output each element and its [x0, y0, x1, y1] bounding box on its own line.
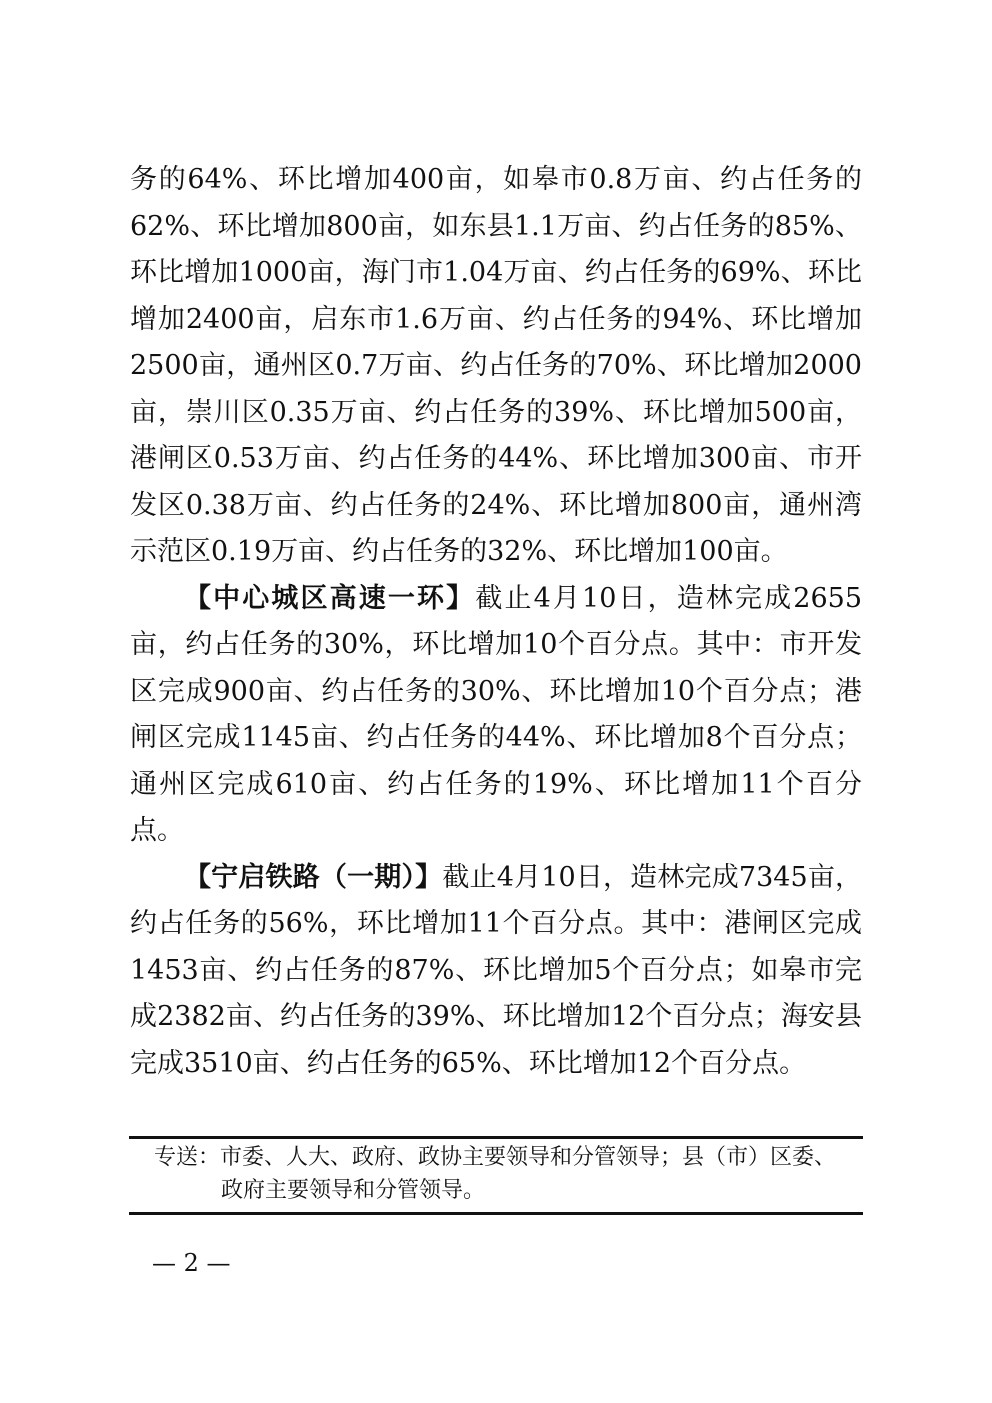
paragraph-text: 务的64%、环比增加400亩，如皋市0.8万亩、约占任务的62%、环比增加800亩，如东县1.1万亩、约占任务的85%、环比增加1000亩，海门市1.04万亩、约占任务的69%、环比增加2400亩，启东市1.6万亩、约占任务的94%、环比增加2500亩，通州区0.7万亩、约占任务的70%、环比增加2000亩，崇川区0.35万亩、约占任务的39%、环比增加500亩，港闸区0.53万亩、约占任务的44%、环比增加300亩、市开发区0.38万亩、约占任务的24%、环比增加800亩，通州湾示范区0.19万亩、约占任务的32%、环比增加100亩。 [130, 164, 862, 567]
page-number: — 2 — [152, 1249, 231, 1277]
divider-bottom [129, 1212, 863, 1215]
distribution-list [154, 1141, 854, 1207]
distribution-line: 政府主要领导和分管领导。 [221, 1178, 486, 1203]
distribution-line: 专送：市委、人大、政府、政协主要领导和分管领导；县（市）区委、 [154, 1145, 837, 1170]
paragraph-ring-expressway [130, 576, 862, 855]
paragraph-text: 截止4月10日，造林完成2655亩，约占任务的30%，环比增加10个百分点。其中：市开发区完成900亩、约占任务的30%、环比增加10个百分点；港闸区完成1145亩、约占任务的44%、环比增加8个百分点；通州区完成610亩、约占任务的19%、环比增加11个百分点。 [130, 582, 863, 846]
body-text [130, 157, 862, 1087]
divider-top [129, 1136, 863, 1139]
section-title: 【中心城区高速一环】 [184, 582, 476, 614]
paragraph-continued [130, 157, 862, 576]
paragraph-ningqi-railway [130, 855, 862, 1088]
paragraph-text: 截止4月10日，造林完成7345亩，约占任务的56%，环比增加11个百分点。其中：港闸区完成1453亩、约占任务的87%、环比增加5个百分点；如皋市完成2382亩、约占任务的39%、环比增加12个百分点；海安县完成3510亩、约占任务的65%、环比增加12个百分点。 [130, 861, 863, 1079]
section-title: 【宁启铁路（一期）】 [184, 861, 443, 893]
